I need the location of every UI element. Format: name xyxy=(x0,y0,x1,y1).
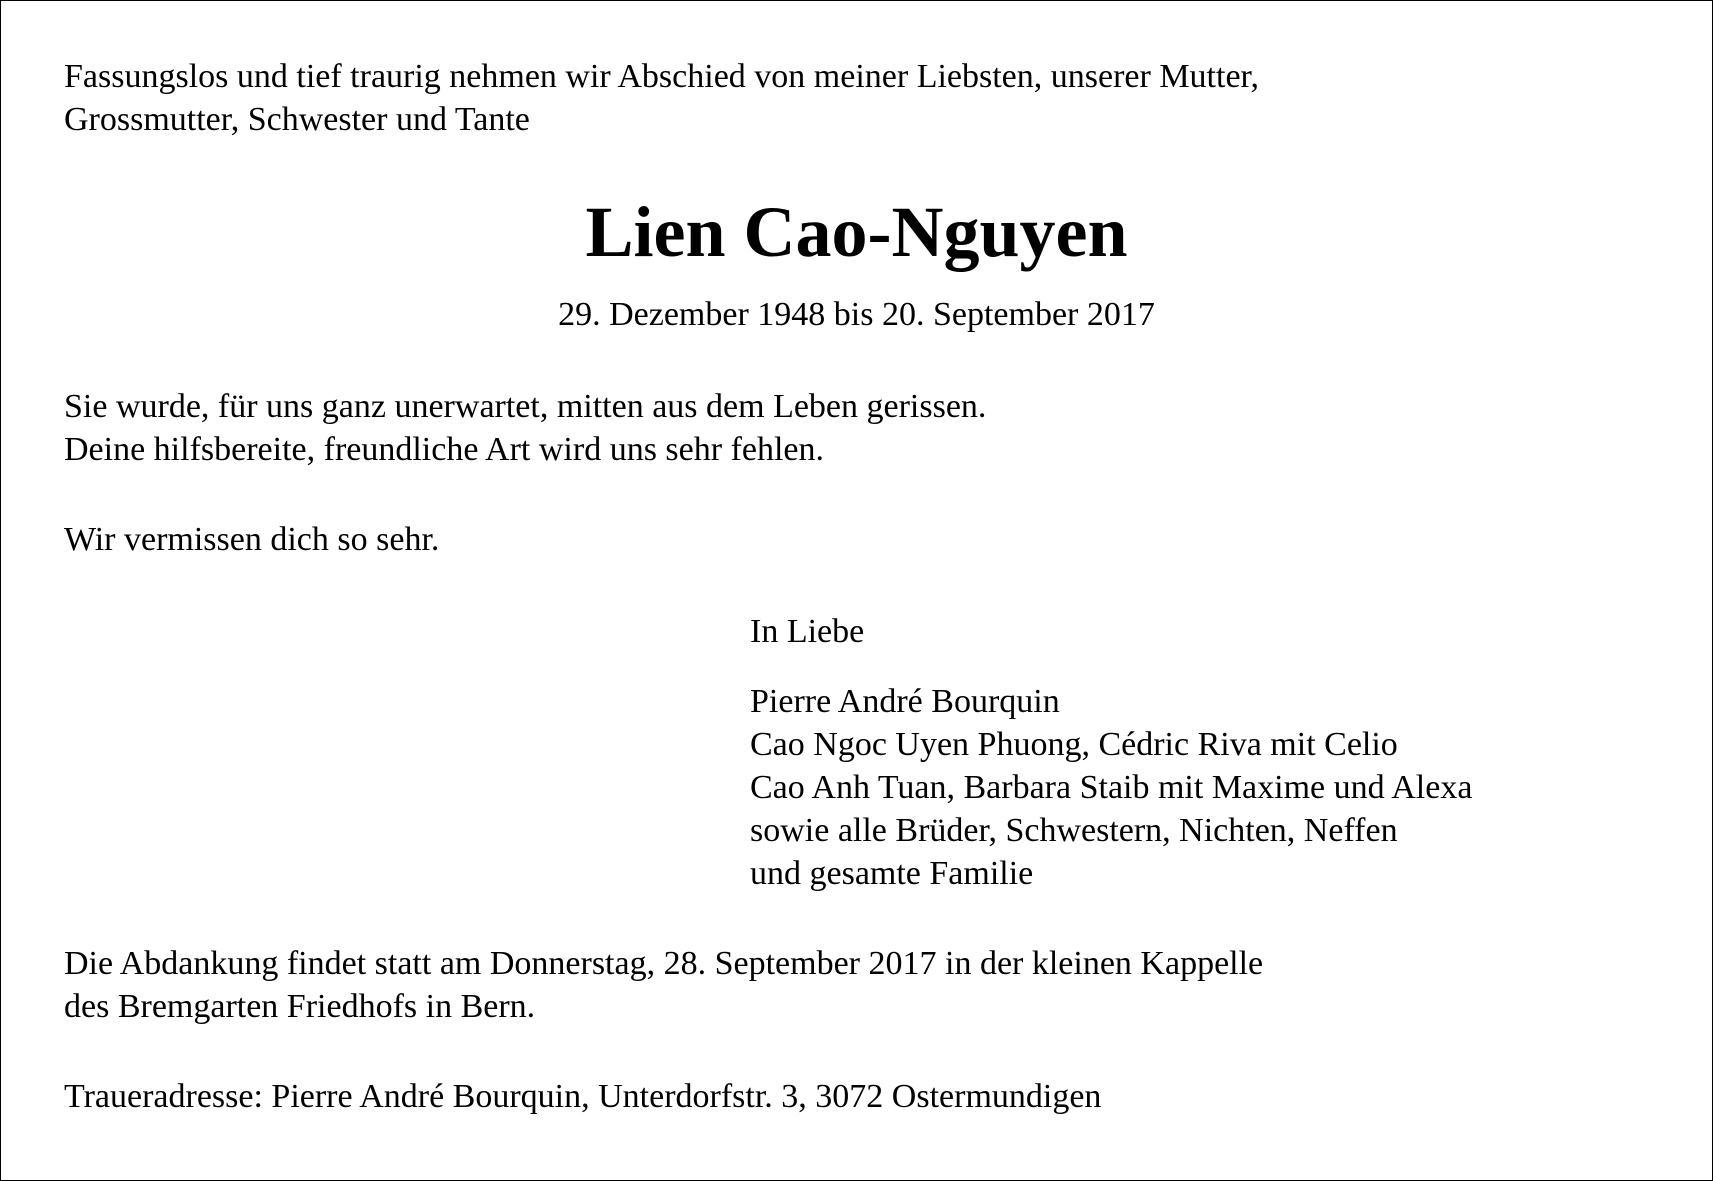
intro-text xyxy=(64,55,1259,141)
intro-line-2: Grossmutter, Schwester und Tante xyxy=(64,101,530,138)
signers-list xyxy=(750,680,1472,895)
life-dates: 29. Dezember 1948 bis 20. September 2017 xyxy=(558,296,1155,333)
signer-line: sowie alle Brüder, Schwestern, Nichten, Neffen xyxy=(750,812,1398,849)
signer-line: und gesamte Familie xyxy=(750,855,1034,892)
mourning-address xyxy=(64,1075,1101,1118)
deceased-name: Lien Cao-Nguyen xyxy=(585,192,1128,272)
miss-line: Wir vermissen dich so sehr. xyxy=(64,521,440,558)
ceremony-line-2: des Bremgarten Friedhofs in Bern. xyxy=(64,988,536,1025)
signer-line: Cao Ngoc Uyen Phuong, Cédric Riva mit Celio xyxy=(750,726,1398,763)
ceremony-text xyxy=(64,942,1263,1028)
message-line-1: Sie wurde, für uns ganz unerwartet, mitten aus dem Leben gerissen. xyxy=(64,388,987,425)
message-line-2: Deine hilfsbereite, freundliche Art wird uns sehr fehlen. xyxy=(64,431,825,468)
address-line: Traueradresse: Pierre André Bourquin, Unterdorfstr. 3, 3072 Ostermundigen xyxy=(64,1078,1102,1115)
closing-line: In Liebe xyxy=(750,613,865,650)
ceremony-line-1: Die Abdankung findet statt am Donnerstag, 28. September 2017 in der kleinen Kappelle xyxy=(64,945,1264,982)
miss-text xyxy=(64,518,439,561)
intro-line-1: Fassungslos und tief traurig nehmen wir Abschied von meiner Liebsten, unserer Mutter, xyxy=(64,58,1259,95)
message-text xyxy=(64,385,986,471)
closing-text xyxy=(750,610,864,653)
signer-line: Pierre André Bourquin xyxy=(750,683,1060,720)
signer-line: Cao Anh Tuan, Barbara Staib mit Maxime und Alexa xyxy=(750,769,1473,806)
